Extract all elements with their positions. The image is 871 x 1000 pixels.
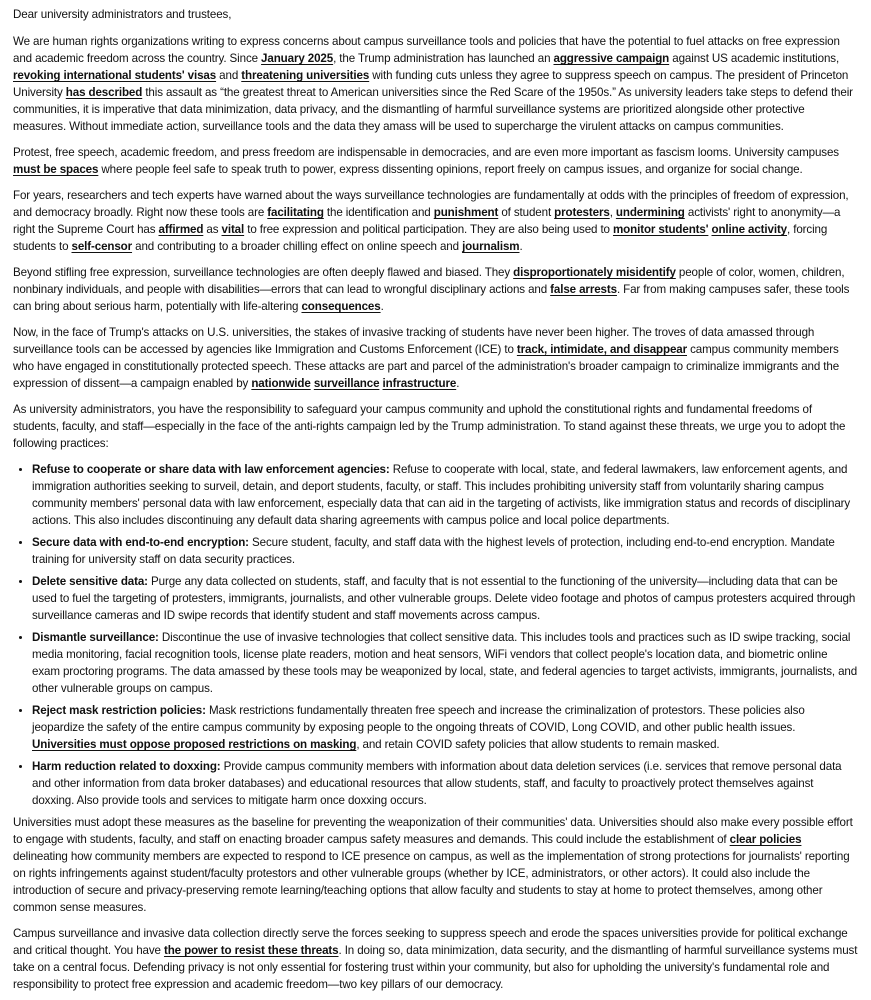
text: . — [456, 377, 460, 390]
salutation: Dear university administrators and trustees, — [13, 8, 232, 21]
practice-term: Harm reduction related to doxxing: — [32, 760, 221, 773]
text: Campus surveillance and invasive data collection directly serve the forces seeking to suppress speech and erode the spaces universities provide for political exchange and critical thought. You have — [13, 927, 848, 957]
link-january-2025[interactable]: January 2025 — [261, 52, 334, 65]
text: Protest, free speech, academic freedom, and press freedom are indispensable in democracies, and are even more important as fascism looms. University campuses — [13, 146, 839, 159]
text: the identification and — [323, 206, 434, 219]
text: , — [609, 206, 616, 219]
link-aggressive-campaign[interactable]: aggressive campaign — [553, 52, 670, 65]
practices-list — [13, 461, 858, 809]
link-undermining[interactable]: undermining — [615, 206, 685, 219]
practice-term: Dismantle surveillance: — [32, 631, 159, 644]
practice-text: Refuse to cooperate with local, state, and federal lawmakers, law enforcement agents, and immigration authorities seeking to surveil, detain, and deport students, faculty, or staff. This includes prohibiting university staff from voluntarily sharing campus community members' personal data with law enforcement, especially data that can aid in the targeting of activists, like immigration status and records of disciplinary actions. This also includes discontinuing any default data sharing agreements with campus police and local police departments. — [32, 463, 851, 527]
practice-text: Purge any data collected on students, staff, and faculty that is not essential to the functioning of the university—including data that can be used to fuel the targeting of protesters, immigrants, journalists, and other vulnerable groups. Delete video footage and photos of campus protesters acquired through surveillance cameras and ID swipe records that identify student and staff movements across campus. — [32, 575, 856, 622]
link-online-activity[interactable]: online activity — [711, 223, 788, 236]
text: delineating how community members are expected to respond to ICE presence on campus, as well as the implementation of strong protections for journalists' reporting on rights infringements against student/faculty protestors and other vulnerable groups (whether by ICE, administrators, or other actors). It could also include the introduction of secure and privacy-preserving remote learning/teaching options that allow faculty and students to stay at home to protect themselves, among other common sense measures. — [13, 850, 850, 914]
list-item — [32, 629, 858, 697]
practice-text: , and retain COVID safety policies that allow students to remain masked. — [356, 738, 720, 751]
link-affirmed[interactable]: affirmed — [158, 223, 204, 236]
link-punishment[interactable]: punishment — [433, 206, 499, 219]
text: Beyond stifling free expression, surveillance technologies are often deeply flawed and biased. They — [13, 266, 514, 279]
text: . In doing so, data minimization, data security, and the dismantling of harmful surveillance systems must take on a central focus. Defending privacy is not only essential for fostering trust within your community, but also for upholding the university's fundamental role and responsibility to protect free expression and academic freedom—two key pillars of our democracy. — [13, 944, 858, 991]
text: Universities must adopt these measures as the baseline for preventing the weaponization of their communities' data. Universities should also make every possible effort to engage with students, faculty, and staff on enacting broader campus safety measures and demands. This could include the establishment of — [13, 816, 853, 846]
text: For years, researchers and tech experts have warned about the ways surveillance technologies are fundamentally at odds with the principles of freedom of expression, and democracy broadly. Right now these tools are — [13, 189, 849, 219]
text: We are human rights organizations writing to express concerns about campus surveillance tools and policies that have the potential to fuel attacks on free expression and academic freedom across the country. Since — [13, 35, 840, 65]
text: activists' right to anonymity—a right the Supreme Court has — [13, 206, 841, 236]
text: as — [203, 223, 222, 236]
link-self-censor[interactable]: self-censor — [71, 240, 133, 253]
link-infrastructure[interactable]: infrastructure — [382, 377, 457, 390]
list-item — [32, 702, 858, 753]
practice-term: Delete sensitive data: — [32, 575, 148, 588]
text: and contributing to a broader chilling effect on online speech and — [132, 240, 463, 253]
link-has-described[interactable]: has described — [65, 86, 143, 99]
baseline-paragraph — [13, 814, 858, 916]
text: , forcing students to — [13, 223, 828, 253]
text: against US academic institutions, — [669, 52, 840, 65]
text: . — [519, 240, 523, 253]
link-vital[interactable]: vital — [221, 223, 245, 236]
text: . Far from making campuses safer, these tools can bring about serious harm, potentially with life-altering — [13, 283, 850, 313]
link-clear-policies[interactable]: clear policies — [729, 833, 802, 846]
list-item — [32, 758, 858, 809]
stakes-paragraph — [13, 324, 858, 392]
closing-paragraph — [13, 925, 858, 993]
practice-text: Secure student, faculty, and staff data with the highest levels of protection, including end-to-end encryption. Mandate training for university staff on data security practices. — [32, 536, 835, 566]
link-monitor-students[interactable]: monitor students' — [612, 223, 709, 236]
link-revoking-visas[interactable]: revoking international students' visas — [13, 69, 217, 82]
intro-paragraph — [13, 33, 858, 135]
text: . — [380, 300, 384, 313]
practice-term: Reject mask restriction policies: — [32, 704, 206, 717]
list-item — [32, 573, 858, 624]
text: with funding cuts unless they agree to suppress speech on campus. The president of Princeton University — [13, 69, 849, 99]
link-disproportionately-misidentify[interactable]: disproportionately misidentify — [513, 266, 676, 279]
text: to free expression and political participation. They are also being used to — [244, 223, 613, 236]
link-journalism[interactable]: journalism — [462, 240, 520, 253]
text: this assault as “the greatest threat to American universities since the Red Scare of the 1950s.” As university leaders take steps to defend their communities, it is imperative that data minimization, data privacy, and the dismantling of harmful surveillance systems are prioritized alongside other protective measures. Without immediate action, surveillance tools and the data they amass will be used to supercharge the virulent attacks on campus communities. — [13, 86, 853, 133]
link-oppose-mask-restrictions[interactable]: Universities must oppose proposed restrictions on masking — [32, 738, 357, 751]
link-nationwide[interactable]: nationwide — [251, 377, 311, 390]
list-item — [32, 461, 858, 529]
practice-text: Mask restrictions fundamentally threaten free speech and increase the criminalization of protestors. These policies also jeopardize the safety of the entire campus community by exposing people to the ongoing threats of COVID, Long COVID, and other public health issues. — [32, 704, 805, 734]
link-surveillance[interactable]: surveillance — [313, 377, 380, 390]
text: campus community members who have engaged in constitutionally protected speech. These attacks are part and parcel of the administration's broader campaign to criminalize immigrants and the expression of dissent—a campaign enabled by — [13, 343, 840, 390]
text: , the Trump administration has launched an — [333, 52, 554, 65]
text: of student — [498, 206, 555, 219]
text: people of color, women, children, nonbinary individuals, and people with disabilities—errors that can lead to wrongful disciplinary actions and — [13, 266, 845, 296]
practice-text: Provide campus community members with information about data deletion services (i.e. services that remove personal data and other information from data broker databases) and educational resources that allow students, staff, and faculty to proactively protect themselves against doxxing. Also provide tools and services to mitigate harm once doxxing occurs. — [32, 760, 842, 807]
link-must-be-spaces[interactable]: must be spaces — [13, 163, 99, 176]
link-facilitating[interactable]: facilitating — [267, 206, 324, 219]
free-speech-paragraph — [13, 144, 858, 178]
link-consequences[interactable]: consequences — [301, 300, 381, 313]
link-false-arrests[interactable]: false arrests — [550, 283, 617, 296]
practice-term: Refuse to cooperate or share data with law enforcement agencies: — [32, 463, 390, 476]
list-item — [32, 534, 858, 568]
link-power-to-resist[interactable]: the power to resist these threats — [163, 944, 339, 957]
responsibility-paragraph: As university administrators, you have the responsibility to safeguard your campus community and uphold the constitutional rights and fundamental freedoms of students, faculty, and staff—especially in the face of the anti-rights campaign led by the Trump administration. To stand against these threats, we urge you to adopt the following practices: — [13, 403, 846, 450]
surveillance-paragraph — [13, 187, 858, 255]
text: and — [216, 69, 242, 82]
link-protesters[interactable]: protesters — [554, 206, 610, 219]
bias-paragraph — [13, 264, 858, 315]
text: Now, in the face of Trump's attacks on U.S. universities, the stakes of invasive tracking of students have never been higher. The troves of data amassed through surveillance tools can be accessed by agencies like Immigration and Customs Enforcement (ICE) to — [13, 326, 815, 356]
link-threatening-universities[interactable]: threatening universities — [241, 69, 370, 82]
link-track-intimidate-disappear[interactable]: track, intimidate, and disappear — [516, 343, 687, 356]
text: where people feel safe to speak truth to power, express dissenting opinions, report freely on campus issues, and organize for social change. — [98, 163, 803, 176]
practice-term: Secure data with end-to-end encryption: — [32, 536, 249, 549]
practice-text: Discontinue the use of invasive technologies that collect sensitive data. This includes tools and practices such as ID swipe tracking, social media monitoring, facial recognition tools, license plate readers, motion and heat sensors, WiFi vendors that collect people's location data, and biometric online exam proctoring programs. The data amassed by these tools may be weaponized by local, state, and federal agencies to target activists, immigrants, journalists, and other vulnerable groups on campus. — [32, 631, 858, 695]
